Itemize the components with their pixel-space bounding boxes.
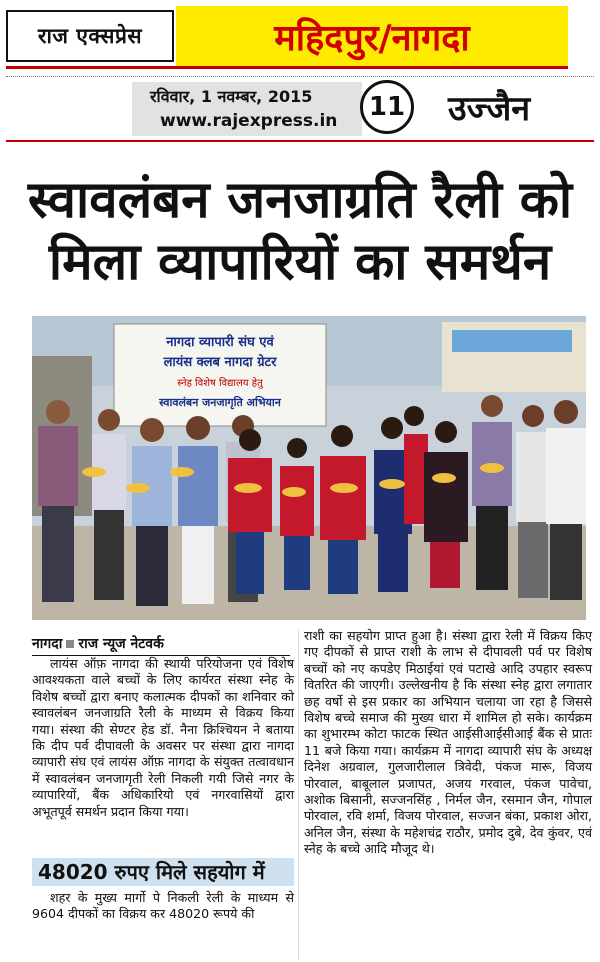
issue-date: रविवार, 1 नवम्बर, 2015: [150, 87, 313, 106]
headline-line-1: स्वावलंबन जनजाग्रति रैली को: [27, 171, 573, 230]
article-paragraph-1: लायंस ऑफ़ नागदा की स्थायी परियोजना एवं विशेष आवश्यकता वाले बच्चों के लिए कार्यरत संस्था स्नेह के विशेष बच्चों द्वारा बनाए कलात्मक दीपकों का शनिवार को स्वावलंबन जनजाग्रति रैली के माध्यम से विक्रय किया गया। संस्था की सेण्टर हेड डॉ. नैना क्रिश्चियन ने बताया कि दीप पर्व दीपावली के अवसर पर संस्था द्वारा नागदा व्यापारी संघ एवं लायंस ऑफ़ नागदा के संयुक्त तत्वावधान में स्वावलंबन जनजागृती रेली निकली गयी जिसे नगर के व्यापारियों, बैंक अधिकारियो एवं नगरवासियों द्वारा अभूतपूर्व समर्थन प्रदान किया गया।: [32, 656, 294, 819]
page-number: 11: [368, 92, 406, 122]
brand-name: राज एक्सप्रेस: [37, 24, 143, 48]
city-section-title: उज्जैन: [448, 89, 531, 129]
square-bullet-icon: [66, 640, 74, 648]
dateline: [32, 634, 290, 656]
dotted-divider: [6, 76, 594, 77]
banner-text-1: नागदा व्यापारी संघ एवं: [166, 335, 274, 350]
newspaper-brand: [6, 10, 174, 62]
headline-line-2: मिला व्यापारियों का समर्थन: [48, 233, 552, 292]
article-paragraph-3: राशी का सहयोग प्राप्त हुआ है। संस्था द्वारा रेली में विक्रय किए गए दीपकों से प्राप्त राशी के लाभ से दीपावली पर्व पर विशेष बच्चों को नए कपडेए मिठाईयां एवं पटाखे आदि उपहार स्वरूप वितरित की जाएगी। उल्लेखनीय है कि संस्था स्नेह द्वारा लगातार छह वर्षो से इस प्रकार का अभियान चलाया जा रहा है जिससे विशेष बच्चे समाज की मुख्य धारा में शामिल हो सके। कार्यक्रम का शुभारम्भ कोटा फाटक स्थित आईसीआईसीआई बैंक से प्रातः 11 बजे किया गया। कार्यक्रम में नागदा व्यापारी संघ के अध्यक्ष दिनेश अग्रवाल, गुलजारीलाल त्रिवेदी, पंकज मारू, विजय पोरवाल, बाबूलाल प्रजापत, अजय गरवाल, पंकज पावेचा, अशोक बिसानी, सज्जनसिंह , निर्मल जैन, रसमान जैन, गोपाल पोरवाल, रवि शर्मा, विजय पोरवाल, सज्जन बंका, प्रकाश ओरा, अनिल जैन, संस्था के महेशचंद्र राठौर, प्रमोद दुबे, देव कुंवर, एवं स्नेह के बच्चे आदि मौजूद थे।: [304, 628, 592, 857]
page-number-badge: [360, 80, 414, 134]
article-subhead: 48020 रुपए मिले सहयोग में: [32, 858, 294, 886]
banner-text-3: स्नेह विशेष विद्यालय हेतु: [177, 378, 263, 389]
article-paragraph-2: शहर के मुख्य मार्गो पे निकली रेली के माध्यम से 9604 दीपकों का विक्रय कर 48020 रूपये की: [32, 890, 294, 922]
banner-text-4: स्वावलंबन जनजागृति अभियान: [159, 396, 281, 409]
rally-photo: [32, 316, 586, 620]
rally-photo-illustration: [32, 316, 586, 620]
banner-text-2: लायंस क्लब नागदा ग्रेटर: [163, 355, 277, 370]
masthead-red-rule: [6, 66, 568, 69]
edition-banner: [176, 6, 568, 66]
website-link[interactable]: www.rajexpress.in: [160, 111, 338, 131]
edition-title: महिदपुर/नागदा: [274, 17, 470, 59]
dateline-agency: राज न्यूज नेटवर्क: [78, 636, 164, 652]
section-red-rule: [6, 140, 594, 142]
article-headline: [0, 170, 600, 294]
dateline-place: नागदा: [32, 636, 63, 652]
column-divider: [298, 630, 299, 960]
